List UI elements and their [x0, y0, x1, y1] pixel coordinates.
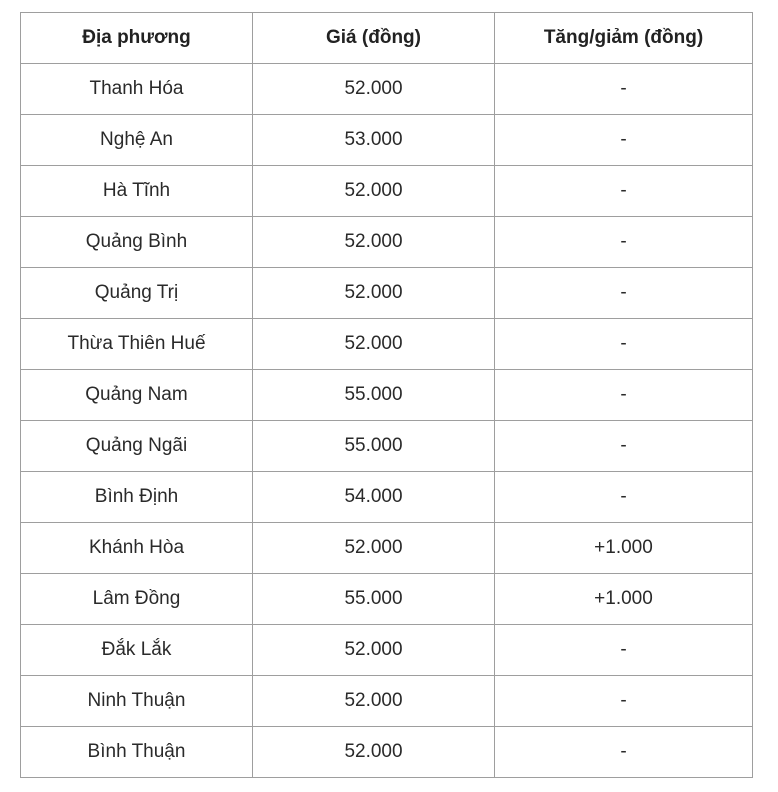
cell-price: 52.000: [253, 64, 495, 115]
cell-price: 52.000: [253, 625, 495, 676]
header-change: Tăng/giảm (đồng): [495, 13, 753, 64]
cell-region: Hà Tĩnh: [21, 166, 253, 217]
cell-region: Đắk Lắk: [21, 625, 253, 676]
cell-region: Nghệ An: [21, 115, 253, 166]
cell-price: 52.000: [253, 319, 495, 370]
cell-change: -: [495, 319, 753, 370]
cell-price: 52.000: [253, 268, 495, 319]
table-row: [21, 217, 753, 268]
cell-change: +1.000: [495, 574, 753, 625]
cell-price: 55.000: [253, 421, 495, 472]
cell-region: Khánh Hòa: [21, 523, 253, 574]
cell-price: 52.000: [253, 676, 495, 727]
table-row: [21, 421, 753, 472]
cell-change: -: [495, 472, 753, 523]
cell-region: Ninh Thuận: [21, 676, 253, 727]
cell-region: Thanh Hóa: [21, 64, 253, 115]
cell-change: -: [495, 166, 753, 217]
cell-region: Bình Định: [21, 472, 253, 523]
cell-region: Bình Thuận: [21, 727, 253, 778]
table-row: [21, 523, 753, 574]
price-table-container: [20, 12, 752, 778]
cell-change: -: [495, 370, 753, 421]
header-price: Giá (đồng): [253, 13, 495, 64]
cell-region: Quảng Ngãi: [21, 421, 253, 472]
table-row: [21, 370, 753, 421]
table-row: [21, 319, 753, 370]
table-row: [21, 64, 753, 115]
table-row: [21, 472, 753, 523]
cell-change: -: [495, 115, 753, 166]
table-row: [21, 625, 753, 676]
cell-change: -: [495, 625, 753, 676]
cell-price: 52.000: [253, 727, 495, 778]
cell-price: 52.000: [253, 523, 495, 574]
cell-price: 55.000: [253, 370, 495, 421]
table-row: [21, 115, 753, 166]
cell-region: Quảng Trị: [21, 268, 253, 319]
cell-region: Quảng Bình: [21, 217, 253, 268]
table-row: [21, 676, 753, 727]
table-row: [21, 166, 753, 217]
cell-change: -: [495, 64, 753, 115]
table-row: [21, 574, 753, 625]
cell-change: -: [495, 421, 753, 472]
header-region: Địa phương: [21, 13, 253, 64]
cell-region: Thừa Thiên Huế: [21, 319, 253, 370]
cell-change: -: [495, 727, 753, 778]
cell-region: Lâm Đồng: [21, 574, 253, 625]
table-row: [21, 268, 753, 319]
cell-price: 53.000: [253, 115, 495, 166]
cell-price: 52.000: [253, 166, 495, 217]
cell-region: Quảng Nam: [21, 370, 253, 421]
table-header: [21, 13, 753, 64]
cell-price: 55.000: [253, 574, 495, 625]
cell-change: -: [495, 676, 753, 727]
cell-change: +1.000: [495, 523, 753, 574]
cell-price: 54.000: [253, 472, 495, 523]
price-table: [20, 12, 753, 778]
cell-price: 52.000: [253, 217, 495, 268]
cell-change: -: [495, 268, 753, 319]
table-body: [21, 64, 753, 778]
header-row: [21, 13, 753, 64]
table-row: [21, 727, 753, 778]
cell-change: -: [495, 217, 753, 268]
